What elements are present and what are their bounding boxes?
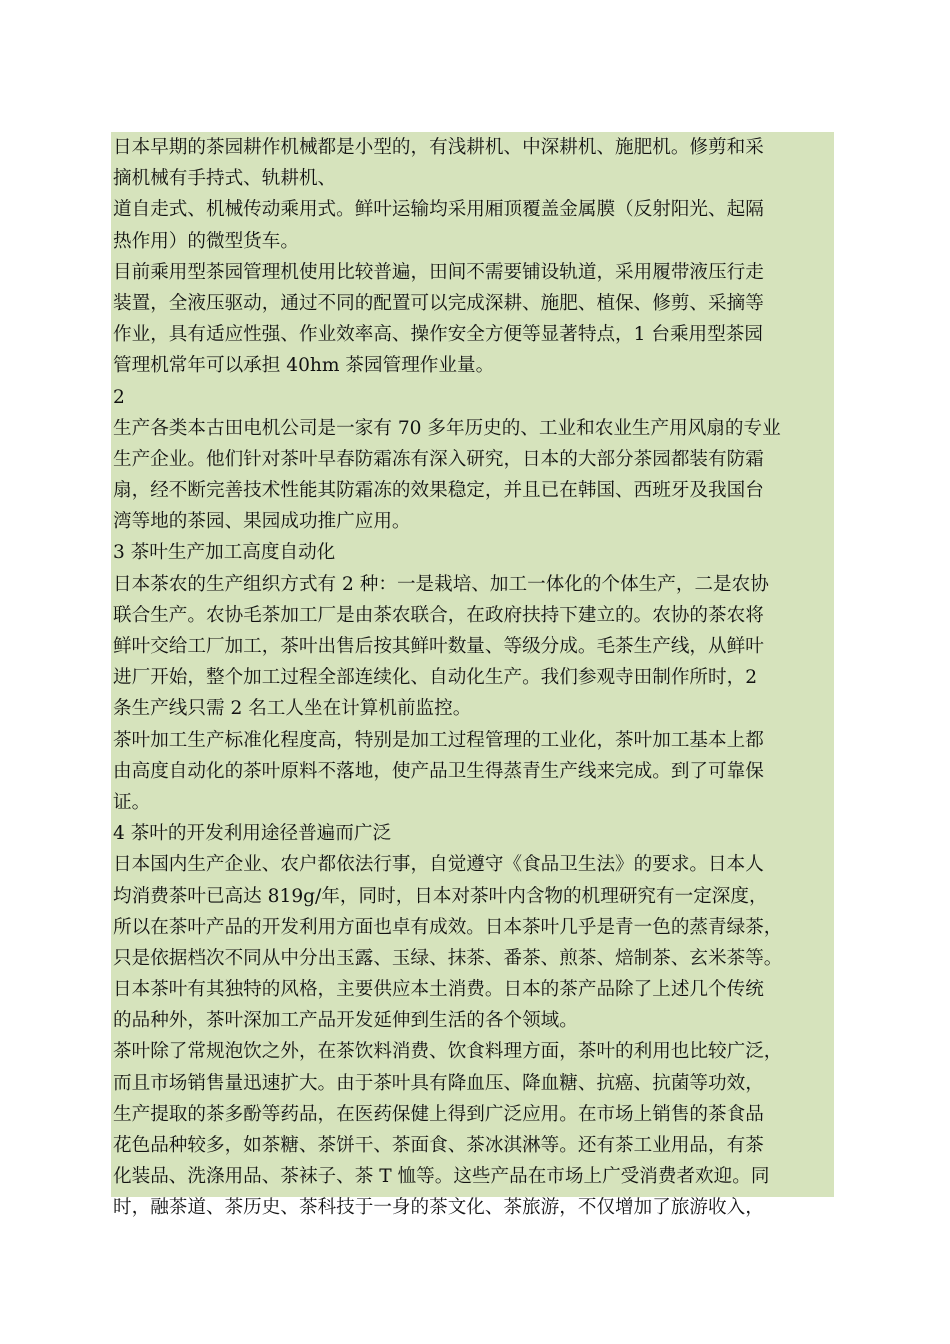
text-line: 扇，经不断完善技术性能其防霜冻的效果稳定，并且已在韩国、西班牙及我国台 bbox=[113, 480, 764, 502]
text-line: 联合生产。农协毛茶加工厂是由茶农联合，在政府扶持下建立的。农协的茶农将 bbox=[113, 604, 764, 626]
text-line: 目前乘用型茶园管理机使用比较普遍，田间不需要铺设轨道，采用履带液压行走 bbox=[113, 261, 764, 283]
text-line: 的品种外，茶叶深加工产品开发延伸到生活的各个领域。 bbox=[113, 1010, 578, 1032]
section-heading: 4 茶叶的开发利用途径普遍而广泛 bbox=[113, 823, 392, 845]
text-line: 所以在茶叶产品的开发利用方面也卓有成效。日本茶叶几乎是青一色的蒸青绿茶， bbox=[113, 916, 783, 938]
section-heading: 3 茶叶生产加工高度自动化 bbox=[113, 542, 336, 564]
text-line: 生产企业。他们针对茶叶早春防霜冻有深入研究，日本的大部分茶园都装有防霜 bbox=[113, 448, 764, 470]
text-line: 条生产线只需 2 名工人坐在计算机前监控。 bbox=[113, 698, 472, 720]
text-line: 进厂开始，整个加工过程全部连续化、自动化生产。我们参观寺田制作所时，2 bbox=[113, 667, 758, 689]
text-line: 湾等地的茶园、果园成功推广应用。 bbox=[113, 511, 411, 533]
text-line: 作业，具有适应性强、作业效率高、操作安全方便等显著特点，1 台乘用型茶园 bbox=[113, 324, 763, 346]
text-line: 只是依据档次不同从中分出玉露、玉绿、抹茶、番茶、煎茶、焙制茶、玄米茶等。 bbox=[113, 947, 783, 969]
text-line: 摘机械有手持式、轨耕机、 bbox=[113, 168, 337, 190]
text-line: 茶叶除了常规泡饮之外，在茶饮料消费、饮食料理方面，茶叶的利用也比较广泛， bbox=[113, 1041, 783, 1063]
text-line: 日本早期的茶园耕作机械都是小型的，有浅耕机、中深耕机、施肥机。修剪和采 bbox=[113, 137, 764, 158]
text-line: 生产提取的茶多酚等药品，在医药保健上得到广泛应用。在市场上销售的茶食品 bbox=[113, 1103, 764, 1125]
text-line: 均消费茶叶已高达 819g/年，同时，日本对茶叶内含物的机理研究有一定深度， bbox=[113, 885, 768, 907]
text-line: 化装品、洗涤用品、茶袜子、茶 T 恤等。这些产品在市场上广受消费者欢迎。同 bbox=[113, 1166, 770, 1188]
text-line: 日本国内生产企业、农户都依法行事，自觉遵守《食品卫生法》的要求。日本人 bbox=[113, 854, 764, 876]
text-line: 生产各类本古田电机公司是一家有 70 多年历史的、工业和农业生产用风扇的专业 bbox=[113, 417, 781, 439]
text-line: 管理机常年可以承担 40hm 茶园管理作业量。 bbox=[113, 355, 495, 377]
text-line: 而且市场销售量迅速扩大。由于茶叶具有降血压、降血糖、抗癌、抗菌等功效， bbox=[113, 1072, 764, 1094]
text-line: 日本茶叶有其独特的风格，主要供应本土消费。日本的茶产品除了上述几个传统 bbox=[113, 979, 764, 1001]
text-line: 茶叶加工生产标准化程度高，特别是加工过程管理的工业化，茶叶加工基本上都 bbox=[113, 729, 764, 751]
text-line: 热作用）的微型货车。 bbox=[113, 230, 299, 252]
text-line: 道自走式、机械传动乘用式。鲜叶运输均采用厢顶覆盖金属膜（反射阳光、起隔 bbox=[113, 199, 764, 221]
text-line: 时，融茶道、茶历史、茶科技于一身的茶文化、茶旅游，不仅增加了旅游收入， bbox=[113, 1197, 764, 1219]
text-line: 日本茶农的生产组织方式有 2 种：一是栽培、加工一体化的个体生产，二是农协 bbox=[113, 573, 769, 595]
text-line: 装置，全液压驱动，通过不同的配置可以完成深耕、施肥、植保、修剪、采摘等 bbox=[113, 292, 764, 314]
text-line: 由高度自动化的茶叶原料不落地，使产品卫生得蒸青生产线来完成。到了可靠保 bbox=[113, 760, 764, 782]
text-line: 证。 bbox=[113, 791, 151, 813]
text-line: 花色品种较多，如茶糖、茶饼干、茶面食、茶冰淇淋等。还有茶工业用品，有茶 bbox=[113, 1135, 764, 1156]
section-heading: 2 bbox=[113, 386, 125, 408]
highlighted-text-block bbox=[111, 132, 834, 1219]
text-line: 鲜叶交给工厂加工，茶叶出售后按其鲜叶数量、等级分成。毛茶生产线，从鲜叶 bbox=[113, 636, 764, 657]
